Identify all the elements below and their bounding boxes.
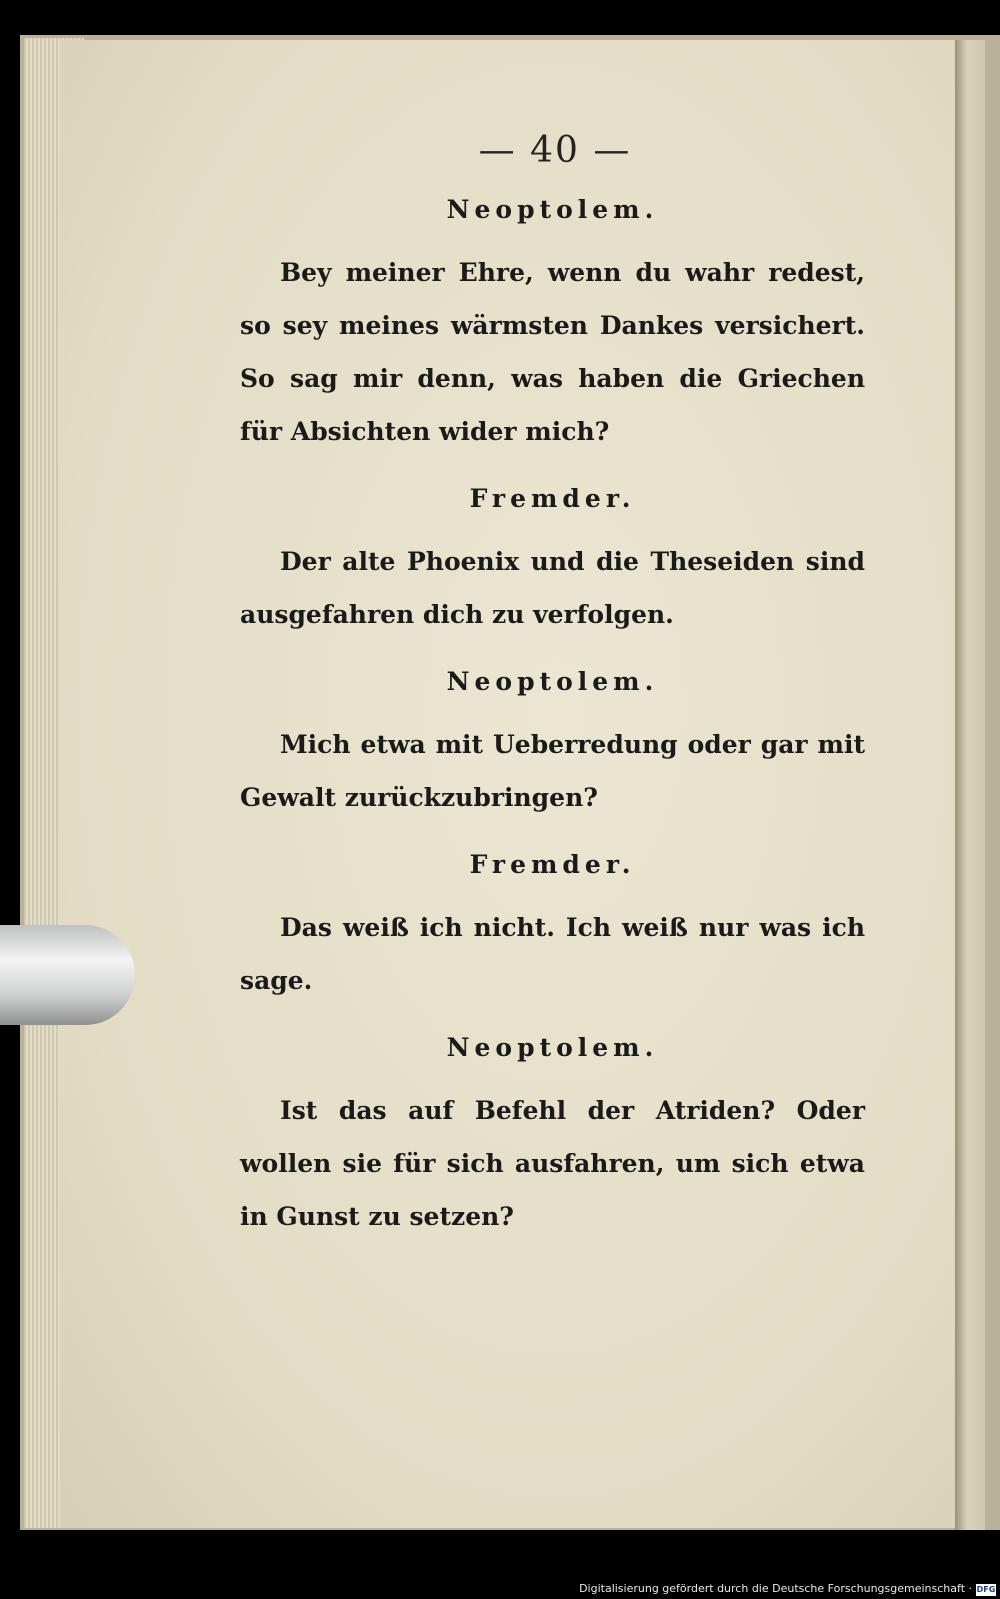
speech-text: Das weiß ich nicht. Ich weiß nur was ich sage. <box>240 913 865 995</box>
dialogue-block <box>240 1033 865 1243</box>
page-holder-clip <box>0 925 135 1025</box>
page-number: — 40 — <box>478 130 632 171</box>
digitization-credit: Digitalisierung gefördert durch die Deutsche Forschungsgemeinschaft · <box>579 1582 972 1595</box>
facing-page-edge <box>955 40 985 1530</box>
dialogue-block <box>240 484 865 641</box>
dialogue-block <box>240 667 865 824</box>
dfg-logo: DFG <box>976 1585 996 1594</box>
speech-text: Der alte Phoenix und die Theseiden sind ausgefahren dich zu verfolgen. <box>240 547 865 629</box>
page-text <box>240 195 865 1269</box>
speaker-name: Fremder. <box>469 850 636 879</box>
speaker-name: Neoptolem. <box>446 667 659 696</box>
speaker-name: Fremder. <box>469 484 636 513</box>
dialogue-block <box>240 195 865 458</box>
speaker-name: Neoptolem. <box>446 1033 659 1062</box>
speech-text: Bey meiner Ehre, wenn du wahr redest, so sey meines wärmsten Dankes versichert. So sag mir denn, was haben die Griechen für Absichten wider mich? <box>240 258 865 446</box>
dialogue-block <box>240 850 865 1007</box>
speech-text: Mich etwa mit Ueberredung oder gar mit Gewalt zurückzubringen? <box>240 730 865 812</box>
speech-text: Ist das auf Befehl der Atriden? Oder wollen sie für sich ausfahren, um sich etwa in Gunst zu setzen? <box>240 1096 865 1231</box>
speaker-name: Neoptolem. <box>446 195 659 224</box>
